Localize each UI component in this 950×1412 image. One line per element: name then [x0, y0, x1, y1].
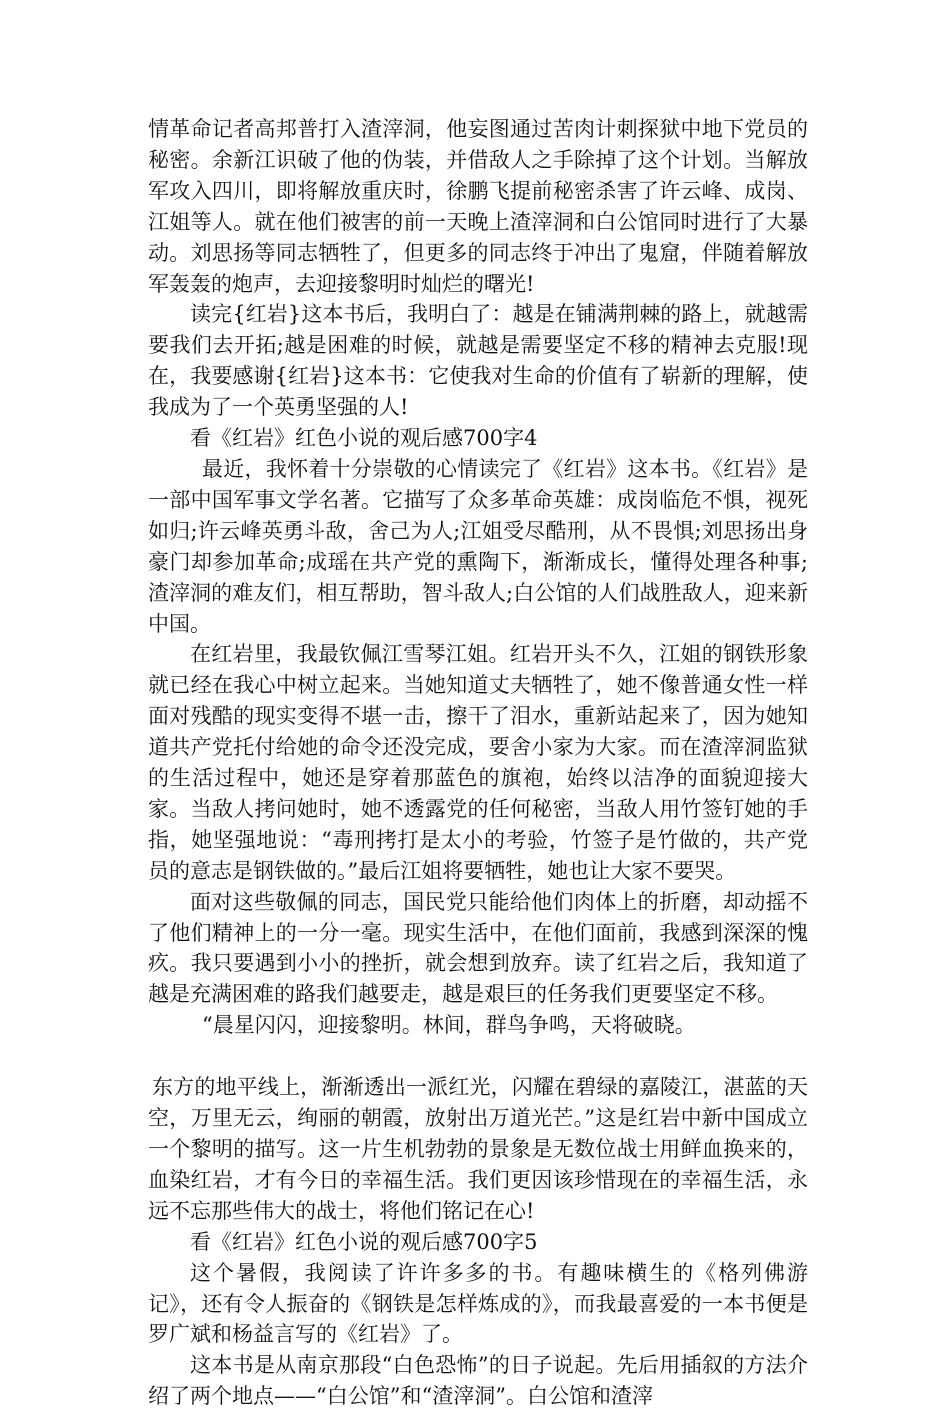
- paragraph-5: 面对这些敬佩的同志，国民党只能给他们肉体上的折磨，却动摇不了他们精神上的一分一毫。现实生活中，在他们面前，我感到深深的愧疚。我只要遇到小小的挫折，就会想到放弃。读了红岩之后，我知道了越是充满困难的路我们越要走，越是艰巨的任务我们更要坚定不移。: [148, 889, 808, 1007]
- paragraph-3: 最近，我怀着十分崇敬的心情读完了《红岩》这本书。《红岩》是一部中国军事文学名著。它描写了众多革命英雄：成岗临危不惧，视死如归;许云峰英勇斗敌，舍己为人;江姐受尽酷刑，从不畏惧;刘思扬出身豪门却参加革命;成瑶在共产党的熏陶下，渐渐成长，懂得处理各种事;渣滓洞的难友们，相互帮助，智斗敌人;白公馆的人们战胜敌人，迎来新中国。: [148, 456, 808, 636]
- paragraph-1: 情革命记者高邦普打入渣滓洞，他妄图通过苦肉计刺探狱中地下党员的秘密。余新江识破了他的伪装，并借敌人之手除掉了这个计划。当解放军攻入四川，即将解放重庆时，徐鹏飞提前秘密杀害了许云峰、成岗、江姐等人。就在他们被害的前一天晚上渣滓洞和白公馆同时进行了大暴动。刘思扬等同志牺牲了，但更多的同志终于冲出了鬼窟，伴随着解放军轰轰的炮声，去迎接黎明时灿烂的曙光!: [148, 117, 808, 296]
- blank-line: [148, 1041, 808, 1072]
- section-heading-5: 看《红岩》红色小说的观后感700字5: [190, 1229, 538, 1254]
- section-heading-4: 看《红岩》红色小说的观后感700字4: [190, 426, 538, 451]
- document-body: [148, 114, 808, 1412]
- paragraph-7: 东方的地平线上，渐渐透出一派红光，闪耀在碧绿的嘉陵江，湛蓝的天空，万里无云，绚丽的朝霞，放射出万道光芒。”这是红岩中新中国成立一个黎明的描写。这一片生机勃勃的景象是无数位战士用鲜血换来的，血染红岩，才有今日的幸福生活。我们更因该珍惜现在的幸福生活，永远不忘那些伟大的战士，将他们铭记在心!: [148, 1075, 808, 1223]
- paragraph-9: 这本书是从南京那段“白色恐怖”的日子说起。先后用插叙的方法介绍了两个地点——“白公馆”和“渣滓洞”。白公馆和渣滓: [148, 1353, 808, 1409]
- paragraph-6: “晨星闪闪，迎接黎明。林间，群鸟争鸣，天将破晓。: [202, 1013, 696, 1038]
- paragraph-2: 读完{红岩}这本书后，我明白了：越是在铺满荆棘的路上，就越需要我们去开拓;越是困难的时候，就越是需要坚定不移的精神去克服!现在，我要感谢{红岩}这本书：它使我对生命的价值有了崭新的理解，使我成为了一个英勇坚强的人!: [148, 302, 808, 420]
- paragraph-8: 这个暑假，我阅读了许许多多的书。有趣味横生的《格列佛游记》，还有令人振奋的《钢铁是怎样炼成的》，而我最喜爱的一本书便是罗广斌和杨益言写的《红岩》了。: [148, 1260, 808, 1347]
- paragraph-4: 在红岩里，我最钦佩江雪琴江姐。红岩开头不久，江姐的钢铁形象就已经在我心中树立起来。当她知道丈夫牺牲了，她不像普通女性一样面对残酷的现实变得不堪一击，擦干了泪水，重新站起来了，因为她知道共产党托付给她的命令还没完成，要舍小家为大家。而在渣滓洞监狱的生活过程中，她还是穿着那蓝色的旗袍，始终以洁净的面貌迎接大家。当敌人拷问她时，她不透露党的任何秘密，当敌人用竹签钉她的手指，她坚强地说：“毒刑拷打是太小的考验，竹签子是竹做的，共产党员的意志是钢铁做的。”最后江姐将要牺牲，她也让大家不要哭。: [148, 642, 808, 883]
